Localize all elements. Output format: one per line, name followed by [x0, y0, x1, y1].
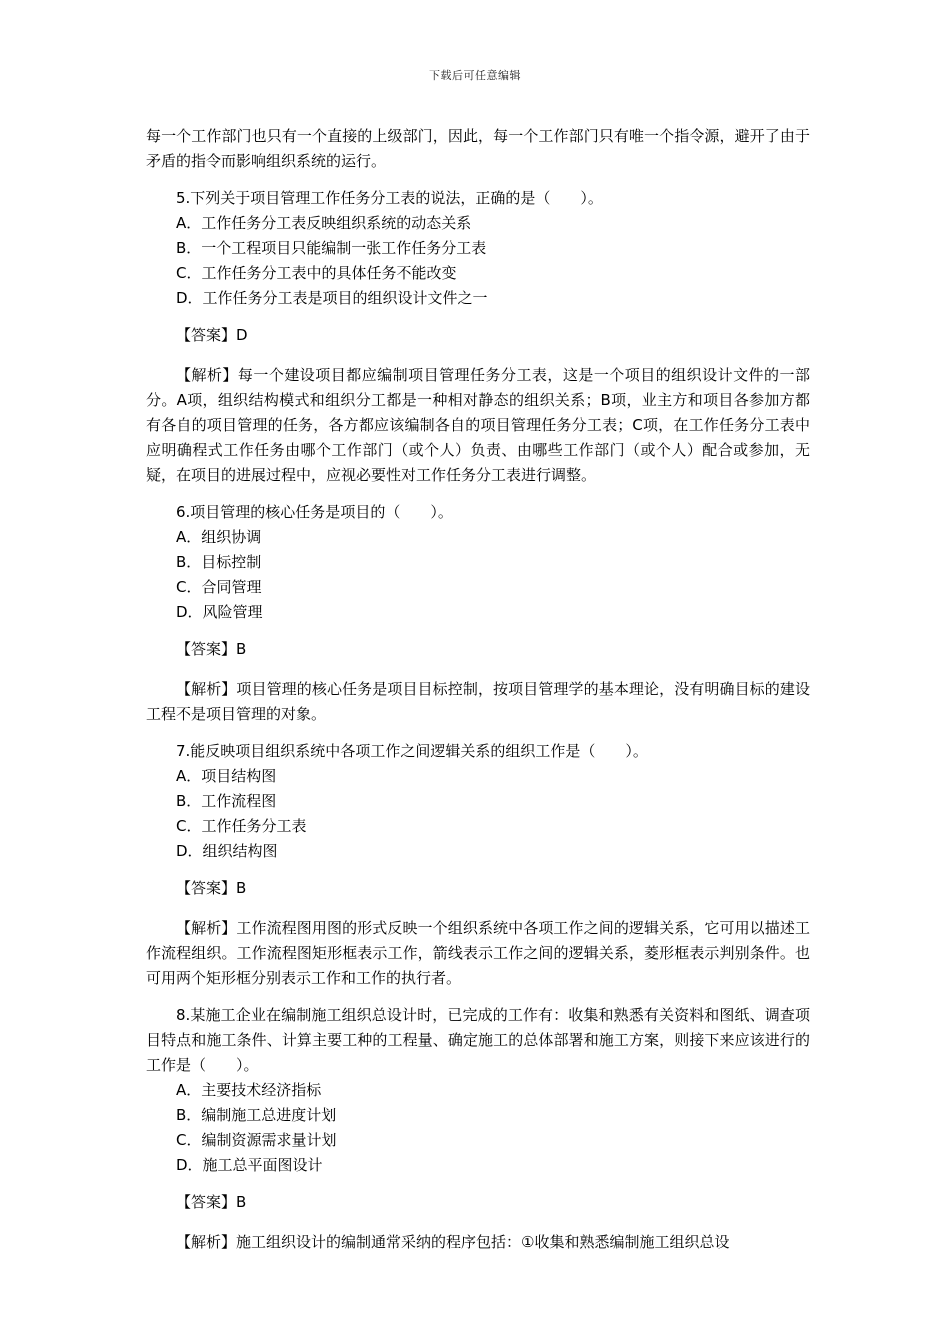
answer-value: B — [236, 1193, 247, 1211]
explanation — [146, 1230, 810, 1255]
answer-line — [146, 637, 810, 662]
option-d: D．风险管理 — [176, 603, 263, 621]
explain-label: 【解析】 — [176, 366, 238, 384]
option-b: B．编制施工总进度计划 — [176, 1106, 337, 1124]
option-b: B．目标控制 — [176, 553, 262, 571]
explain-label: 【解析】 — [176, 919, 237, 937]
answer-value: D — [236, 326, 248, 344]
option-a: A．主要技术经济指标 — [176, 1081, 322, 1099]
answer-value: B — [236, 879, 247, 897]
option-c: C．工作任务分工表 — [176, 817, 307, 835]
option-c: C．编制资源需求量计划 — [176, 1131, 337, 1149]
option-c: C．工作任务分工表中的具体任务不能改变 — [176, 264, 457, 282]
answer-label: 【答案】 — [176, 326, 237, 344]
explanation — [146, 677, 810, 727]
explain-text: 每一个建设项目都应编制项目管理任务分工表，这是一个项目的组织设计文件的一部分。A项，组织结构模式和组织分工都是一种相对静态的组织关系；B项，业主方和项目各参加方都有各自的项目管理的任务，各方都应该编制各自的项目管理任务分工表；C项，在工作任务分工表中应明确程式工作任务由哪个工作部门（或个人）负责、由哪些工作部门（或个人）配合或参加，无疑，在项目的进展过程中，应视必要性对工作任务分工表进行调整。 — [146, 366, 810, 484]
option-d: D．施工总平面图设计 — [176, 1156, 323, 1174]
explain-text: 施工组织设计的编制通常采纳的程序包括：①收集和熟悉编制施工组织总设 — [236, 1233, 730, 1251]
question-stem: 7.能反映项目组织系统中各项工作之间逻辑关系的组织工作是（ ）。 — [176, 742, 648, 760]
explain-text: 工作流程图用图的形式反映一个组织系统中各项工作之间的逻辑关系，它可用以描述工作流程组织。工作流程图矩形框表示工作，箭线表示工作之间的逻辑关系，菱形框表示判别条件。也可用两个矩形框分别表示工作和工作的执行者。 — [146, 919, 810, 987]
answer-label: 【答案】 — [176, 1193, 237, 1211]
option-d: D．工作任务分工表是项目的组织设计文件之一 — [176, 289, 488, 307]
explain-label: 【解析】 — [176, 1233, 237, 1251]
page-header: 下载后可任意编辑 — [429, 69, 521, 82]
option-a: A．组织协调 — [176, 528, 262, 546]
answer-line — [146, 1190, 810, 1215]
answer-line — [146, 876, 810, 901]
question-stem: 8.某施工企业在编制施工组织总设计时，已完成的工作有：收集和熟悉有关资料和图纸、调查项目特点和施工条件、计算主要工种的工程量、确定施工的总体部署和施工方案，则接下来应该进行的工作是（ ）。 — [146, 1006, 810, 1074]
option-a: A．项目结构图 — [176, 767, 277, 785]
question-6 — [146, 500, 810, 727]
option-c: C．合同管理 — [176, 578, 262, 596]
option-b: B．一个工程项目只能编制一张工作任务分工表 — [176, 239, 487, 257]
question-stem: 5.下列关于项目管理工作任务分工表的说法，正确的是（ ）。 — [176, 189, 603, 207]
question-5 — [146, 186, 810, 488]
question-8 — [146, 1003, 810, 1255]
option-b: B．工作流程图 — [176, 792, 277, 810]
question-stem: 6.项目管理的核心任务是项目的（ ）。 — [176, 503, 453, 521]
intro-paragraph: 每一个工作部门也只有一个直接的上级部门，因此，每一个工作部门只有唯一个指令源，避开了由于矛盾的指令而影响组织系统的运行。 — [146, 127, 810, 170]
explanation — [146, 363, 810, 488]
answer-value: B — [236, 640, 247, 658]
option-d: D．组织结构图 — [176, 842, 278, 860]
explain-label: 【解析】 — [176, 680, 237, 698]
explanation — [146, 916, 810, 991]
explain-text: 项目管理的核心任务是项目目标控制，按项目管理学的基本理论，没有明确目标的建设工程不是项目管理的对象。 — [146, 680, 810, 723]
question-7 — [146, 739, 810, 991]
answer-label: 【答案】 — [176, 879, 237, 897]
document-body — [146, 124, 810, 1255]
answer-label: 【答案】 — [176, 640, 237, 658]
answer-line — [146, 323, 810, 348]
option-a: A．工作任务分工表反映组织系统的动态关系 — [176, 214, 472, 232]
